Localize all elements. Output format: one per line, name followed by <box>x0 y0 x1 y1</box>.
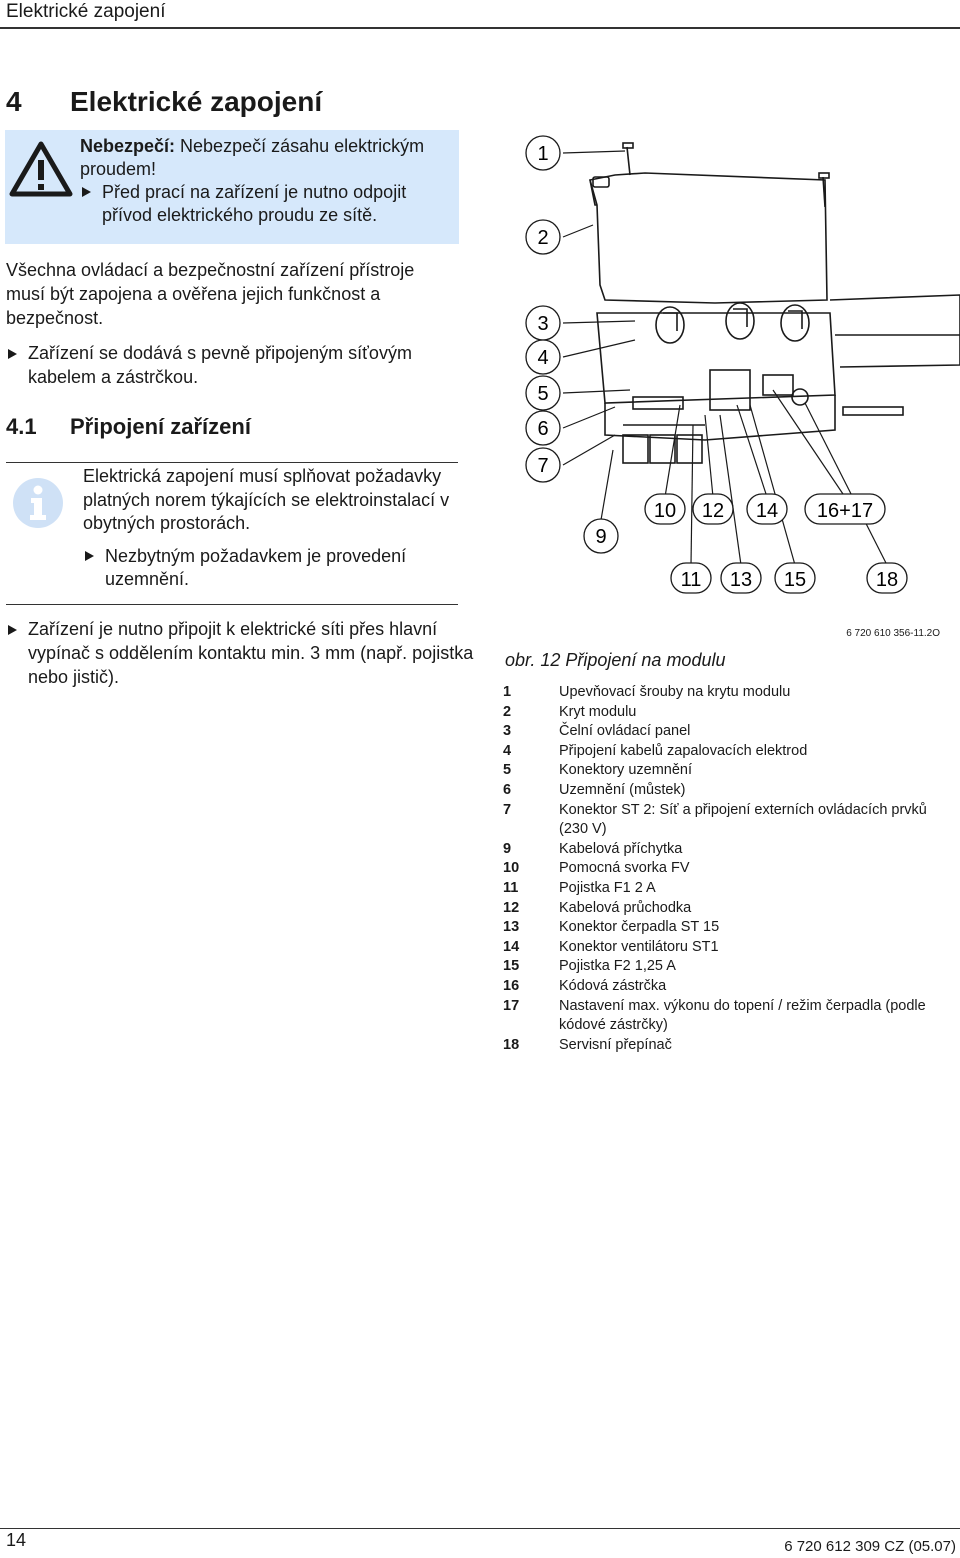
legend-text: Kryt modulu <box>559 703 637 720</box>
legend-text: Upevňovací šrouby na krytu modulu <box>559 684 791 700</box>
legend-item <box>503 918 959 938</box>
info-rule-bottom <box>6 604 458 605</box>
subsection-number: 4.1 <box>6 414 37 439</box>
legend-item <box>503 683 959 703</box>
svg-text:1: 1 <box>537 143 549 165</box>
legend-item <box>503 722 959 742</box>
callout-11 <box>671 563 711 593</box>
legend-item <box>503 781 959 801</box>
info-icon <box>12 477 64 529</box>
main-bullet <box>6 617 478 689</box>
legend-item <box>503 879 959 899</box>
callout-16-17 <box>805 494 885 524</box>
legend-item <box>503 761 959 781</box>
callout-1 <box>526 136 560 170</box>
callout-18 <box>867 563 907 593</box>
legend-number: 14 <box>503 938 520 955</box>
page-number: 14 <box>6 1530 27 1550</box>
svg-text:2: 2 <box>537 227 549 249</box>
danger-text <box>80 135 450 227</box>
legend-item <box>503 742 959 762</box>
section-heading <box>6 86 322 118</box>
callout-9 <box>584 519 618 553</box>
document-number: 6 720 612 309 CZ (05.07) <box>784 1538 956 1555</box>
legend-text: Připojení kabelů zapalovacích elektrod <box>559 742 808 759</box>
legend-number: 5 <box>503 762 512 779</box>
callout-2 <box>526 220 560 254</box>
callout-3 <box>526 306 560 340</box>
callout-15 <box>775 563 815 593</box>
legend-text: Konektor čerpadla ST 15 <box>559 919 720 936</box>
header-rule <box>0 27 960 29</box>
warning-icon <box>8 140 74 198</box>
module-drawing <box>590 143 960 463</box>
callout-labels <box>526 136 907 593</box>
main-bullet-text: Zařízení je nutno připojit k elektrické síti přes hlavní vypínač s oddělením kontaktu min. 3 mm (např. pojistka nebo jistič). <box>28 619 474 687</box>
danger-heading <box>80 135 450 181</box>
callout-6 <box>526 411 560 445</box>
callout-5 <box>526 376 560 410</box>
bullet-arrow-icon <box>82 187 91 197</box>
legend-number: 15 <box>503 958 520 975</box>
legend-text: Pojistka F1 2 A <box>559 879 656 896</box>
legend-number: 2 <box>503 703 512 720</box>
svg-text:9: 9 <box>595 526 607 548</box>
danger-bullet-text: Před prací na zařízení je nutno odpojit přívod elektrického proudu ze sítě. <box>102 182 407 225</box>
legend-number: 13 <box>503 919 520 936</box>
danger-label: Nebezpečí: <box>80 136 176 156</box>
callout-10 <box>645 494 685 524</box>
info-text: Elektrická zapojení musí splňovat požadavky platných norem týkajících se elektroinstalací v obytných prostorách. <box>83 466 450 533</box>
bullet-arrow-icon <box>8 349 17 359</box>
legend-text: Kódová zástrčka <box>559 977 667 994</box>
intro-bullet-text: Zařízení se dodává s pevně připojeným síťovým kabelem a zástrčkou. <box>28 343 412 387</box>
figure-code: 6 720 610 356-11.2O <box>846 628 940 639</box>
legend-number: 12 <box>503 899 520 916</box>
legend-text: Servisní přepínač <box>559 1036 672 1053</box>
svg-text:13: 13 <box>729 569 753 591</box>
svg-text:3: 3 <box>537 313 549 335</box>
svg-text:14: 14 <box>755 500 779 522</box>
legend-text: Konektor ST 2: Síť a připojení externích ovládacích prvků (230 V) <box>559 801 927 838</box>
legend-number: 10 <box>503 860 520 877</box>
running-header: Elektrické zapojení <box>6 1 166 22</box>
intro-paragraph: Všechna ovládací a bezpečnostní zařízení přístroje musí být zapojena a ověřena jejich funkčnost a bezpečnost. <box>6 260 415 328</box>
legend-item <box>503 1036 959 1056</box>
legend-item <box>503 997 959 1036</box>
svg-text:16+17: 16+17 <box>816 500 874 522</box>
svg-text:12: 12 <box>701 500 725 522</box>
legend-item <box>503 957 959 977</box>
module-connection-figure <box>505 135 960 605</box>
legend-text: Kabelová průchodka <box>559 899 692 916</box>
legend-item <box>503 703 959 723</box>
svg-text:4: 4 <box>537 347 549 369</box>
legend-number: 9 <box>503 840 512 857</box>
legend-number: 18 <box>503 1036 520 1053</box>
legend-number: 1 <box>503 684 512 700</box>
figure-caption: obr. 12 Připojení na modulu <box>505 650 726 670</box>
legend-item <box>503 840 959 860</box>
footer-rule <box>0 1528 960 1529</box>
callout-14 <box>747 494 787 524</box>
legend-item <box>503 977 959 997</box>
danger-bullet <box>80 181 450 227</box>
legend-item <box>503 899 959 919</box>
svg-text:10: 10 <box>653 500 677 522</box>
legend-number: 11 <box>503 879 519 896</box>
legend-text: Čelní ovládací panel <box>559 723 691 740</box>
svg-text:7: 7 <box>537 455 549 477</box>
legend-item <box>503 938 959 958</box>
figure-legend <box>503 683 959 1055</box>
legend-text: Konektor ventilátoru ST1 <box>559 938 719 955</box>
svg-text:5: 5 <box>537 383 549 405</box>
legend-text: Pojistka F2 1,25 A <box>559 958 676 975</box>
callout-12 <box>693 494 733 524</box>
info-bullet-text: Nezbytným požadavkem je provedení uzemnění. <box>105 545 407 589</box>
svg-text:6: 6 <box>537 418 549 440</box>
legend-item <box>503 801 959 840</box>
legend-text: Konektory uzemnění <box>559 762 692 779</box>
section-title: Elektrické zapojení <box>70 86 323 117</box>
callout-13 <box>721 563 761 593</box>
legend-number: 6 <box>503 781 512 798</box>
legend-number: 17 <box>503 997 520 1014</box>
subsection-heading <box>6 414 251 440</box>
legend-item <box>503 859 959 879</box>
callout-4 <box>526 340 560 374</box>
legend-text: Kabelová příchytka <box>559 840 683 857</box>
bullet-arrow-icon <box>8 625 17 635</box>
legend-text: Uzemnění (můstek) <box>559 781 686 798</box>
legend-number: 4 <box>503 742 512 759</box>
legend-text: Pomocná svorka FV <box>559 860 690 877</box>
svg-text:18: 18 <box>875 569 899 591</box>
intro-bullet <box>6 341 478 389</box>
legend-number: 16 <box>503 977 520 994</box>
info-note <box>83 465 455 592</box>
legend-text: Nastavení max. výkonu do topení / režim čerpadla (podle kódové zástrčky) <box>559 997 926 1034</box>
danger-message: Nebezpečí zásahu elektrickým proudem! <box>80 136 425 179</box>
info-bullet <box>83 545 455 592</box>
section-number: 4 <box>6 86 22 117</box>
legend-number: 3 <box>503 723 512 740</box>
callout-7 <box>526 448 560 482</box>
svg-text:11: 11 <box>680 569 702 591</box>
subsection-title: Připojení zařízení <box>70 414 251 439</box>
svg-text:15: 15 <box>783 569 807 591</box>
legend-number: 7 <box>503 801 512 818</box>
info-rule-top <box>6 462 458 463</box>
bullet-arrow-icon <box>85 551 94 561</box>
